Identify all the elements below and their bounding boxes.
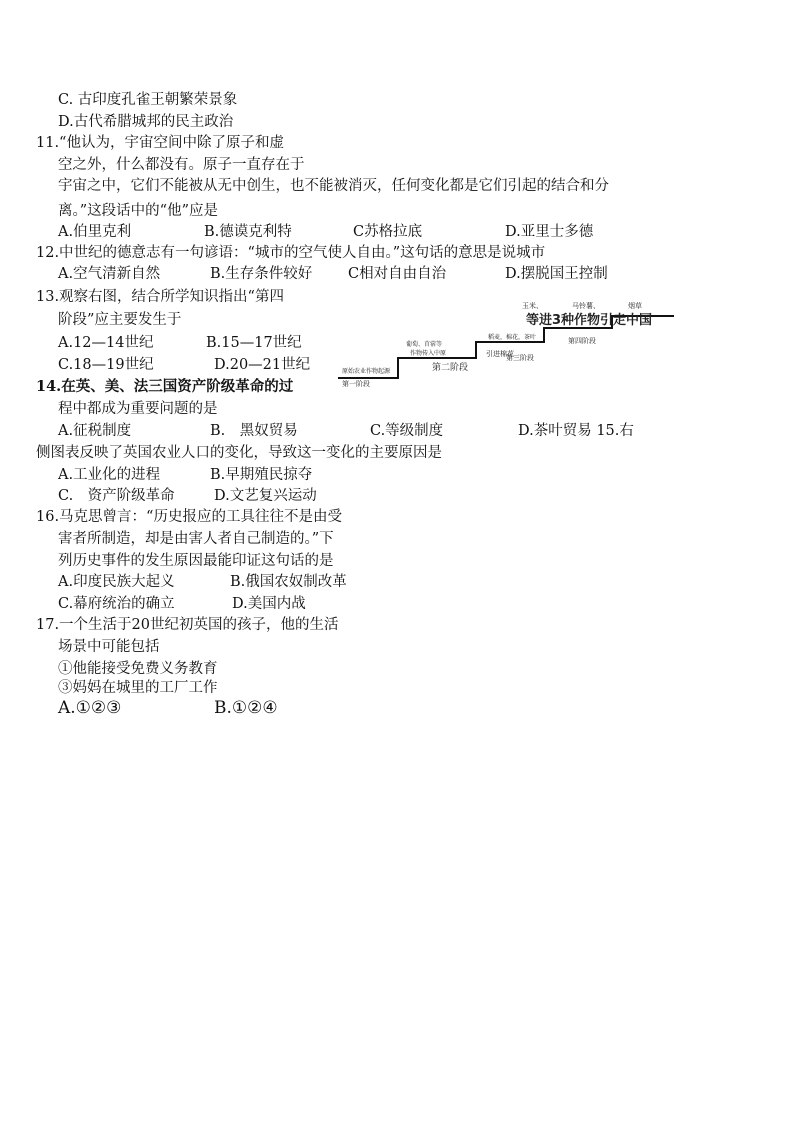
q17-statement-3: ③妈妈在城里的工厂工作	[58, 680, 218, 696]
q14-option-d: D.茶叶贸易 15.右	[518, 423, 634, 439]
q16-option-b: B.俄国农奴制改革	[230, 574, 347, 590]
q17-option-a: A.①②③	[58, 698, 122, 718]
q17-statement-1: ①他能接受免费义务教育	[58, 661, 218, 677]
q14-option-b: B. 黑奴贸易	[210, 423, 298, 439]
diagram-step2b: 作物传入中原	[410, 350, 447, 357]
q12-option-c: C相对自由自治	[348, 266, 447, 282]
q16-stem-line2: 害者所制造，却是由害人者自己制造的。”下	[58, 531, 334, 547]
q11-option-b: B.德谟克利特	[204, 224, 292, 240]
q11-stem-line2: 空之外，什么都没有。原子一直存在于	[58, 157, 305, 173]
diagram-top-title: 等进3种作物引走中国	[526, 313, 653, 328]
diagram-top-small-1: 玉米、	[522, 302, 543, 310]
q11-option-d: D.亚里士多德	[505, 224, 594, 240]
q11-stem-line3: 宇宙之中，它们不能被从无中创生，也不能被消灭，任何变化都是它们引起的结合和分	[58, 178, 609, 194]
q10-option-c: C. 古印度孔雀王朝繁荣景象	[58, 92, 238, 108]
q16-option-a: A.印度民族大起义	[58, 574, 175, 590]
q15-option-a: A.工业化的进程	[58, 467, 161, 483]
q14-stem-line1: 14.在英、美、法三国资产阶级革命的过	[36, 378, 294, 395]
agriculture-staircase-diagram	[336, 298, 676, 390]
q17-option-b: B.①②④	[214, 698, 278, 718]
q13-option-c: C.18—19世纪	[58, 357, 154, 373]
diagram-step3c: 引进棉花	[486, 350, 514, 358]
diagram-step2a: 葡萄、苜蓿等	[406, 341, 443, 348]
q13-option-d: D.20—21世纪	[214, 357, 311, 373]
q12-stem: 12.中世纪的德意志有一句谚语：“城市的空气使人自由。”这句话的意思是说城市	[36, 245, 546, 261]
q16-option-c: C.幕府统治的确立	[58, 596, 175, 612]
q17-stem-line2: 场景中可能包括	[58, 639, 160, 655]
diagram-top-small-3: 烟草	[628, 302, 642, 310]
diagram-top-small-2: 马铃薯、	[572, 302, 600, 310]
q13-stem-line2: 阶段”应主要发生于	[58, 312, 182, 328]
q13-option-a: A.12—14世纪	[58, 335, 154, 351]
diagram-stage2: 第二阶段	[432, 363, 469, 373]
diagram-stage1: 第一阶段	[342, 380, 370, 388]
q14-option-a: A.征税制度	[58, 423, 132, 439]
q16-option-d: D.美国内战	[232, 596, 306, 612]
q10-option-d: D.古代希腊城邦的民主政治	[58, 114, 234, 130]
diagram-step1: 原始农业作物起源	[342, 368, 391, 375]
q15-option-d: D.文艺复兴运动	[214, 488, 317, 504]
q14-stem-line2: 程中都成为重要问题的是	[58, 401, 218, 417]
q11-stem-line1: 11.“他认为，宇宙空间中除了原子和虚	[36, 135, 284, 151]
q15-stem: 侧图表反映了英国农业人口的变化，导致这一变化的主要原因是	[36, 445, 442, 461]
q11-option-c: C苏格拉底	[353, 224, 423, 240]
q16-stem-line1: 16.马克思曾言：“历史报应的工具往往不是由受	[36, 509, 342, 525]
diagram-stage4: 第四阶段	[568, 337, 596, 345]
q17-stem-line1: 17.一个生活于20世纪初英国的孩子，他的生活	[36, 617, 339, 633]
q12-option-b: B.生存条件较好	[210, 266, 313, 282]
diagram-stage3: 第三阶段	[506, 354, 534, 362]
q15-option-b: B.早期殖民掠夺	[210, 467, 313, 483]
q13-stem-line1: 13.观察右图，结合所学知识指出“第四	[36, 289, 284, 305]
diagram-step3a: 稻麦，棉花，茶叶	[488, 334, 537, 341]
q14-option-c: C.等级制度	[370, 423, 444, 439]
q16-stem-line3: 列历史事件的发生原因最能印证这句话的是	[58, 553, 334, 569]
q11-stem-line4: 离。”这段话中的“他”应是	[58, 203, 218, 219]
q11-option-a: A.伯里克利	[58, 224, 132, 240]
q12-option-d: D.摆脱国王控制	[505, 266, 608, 282]
q15-option-c: C. 资产阶级革命	[58, 488, 175, 504]
q13-option-b: B.15—17世纪	[206, 335, 302, 351]
q12-option-a: A.空气清新自然	[58, 266, 161, 282]
